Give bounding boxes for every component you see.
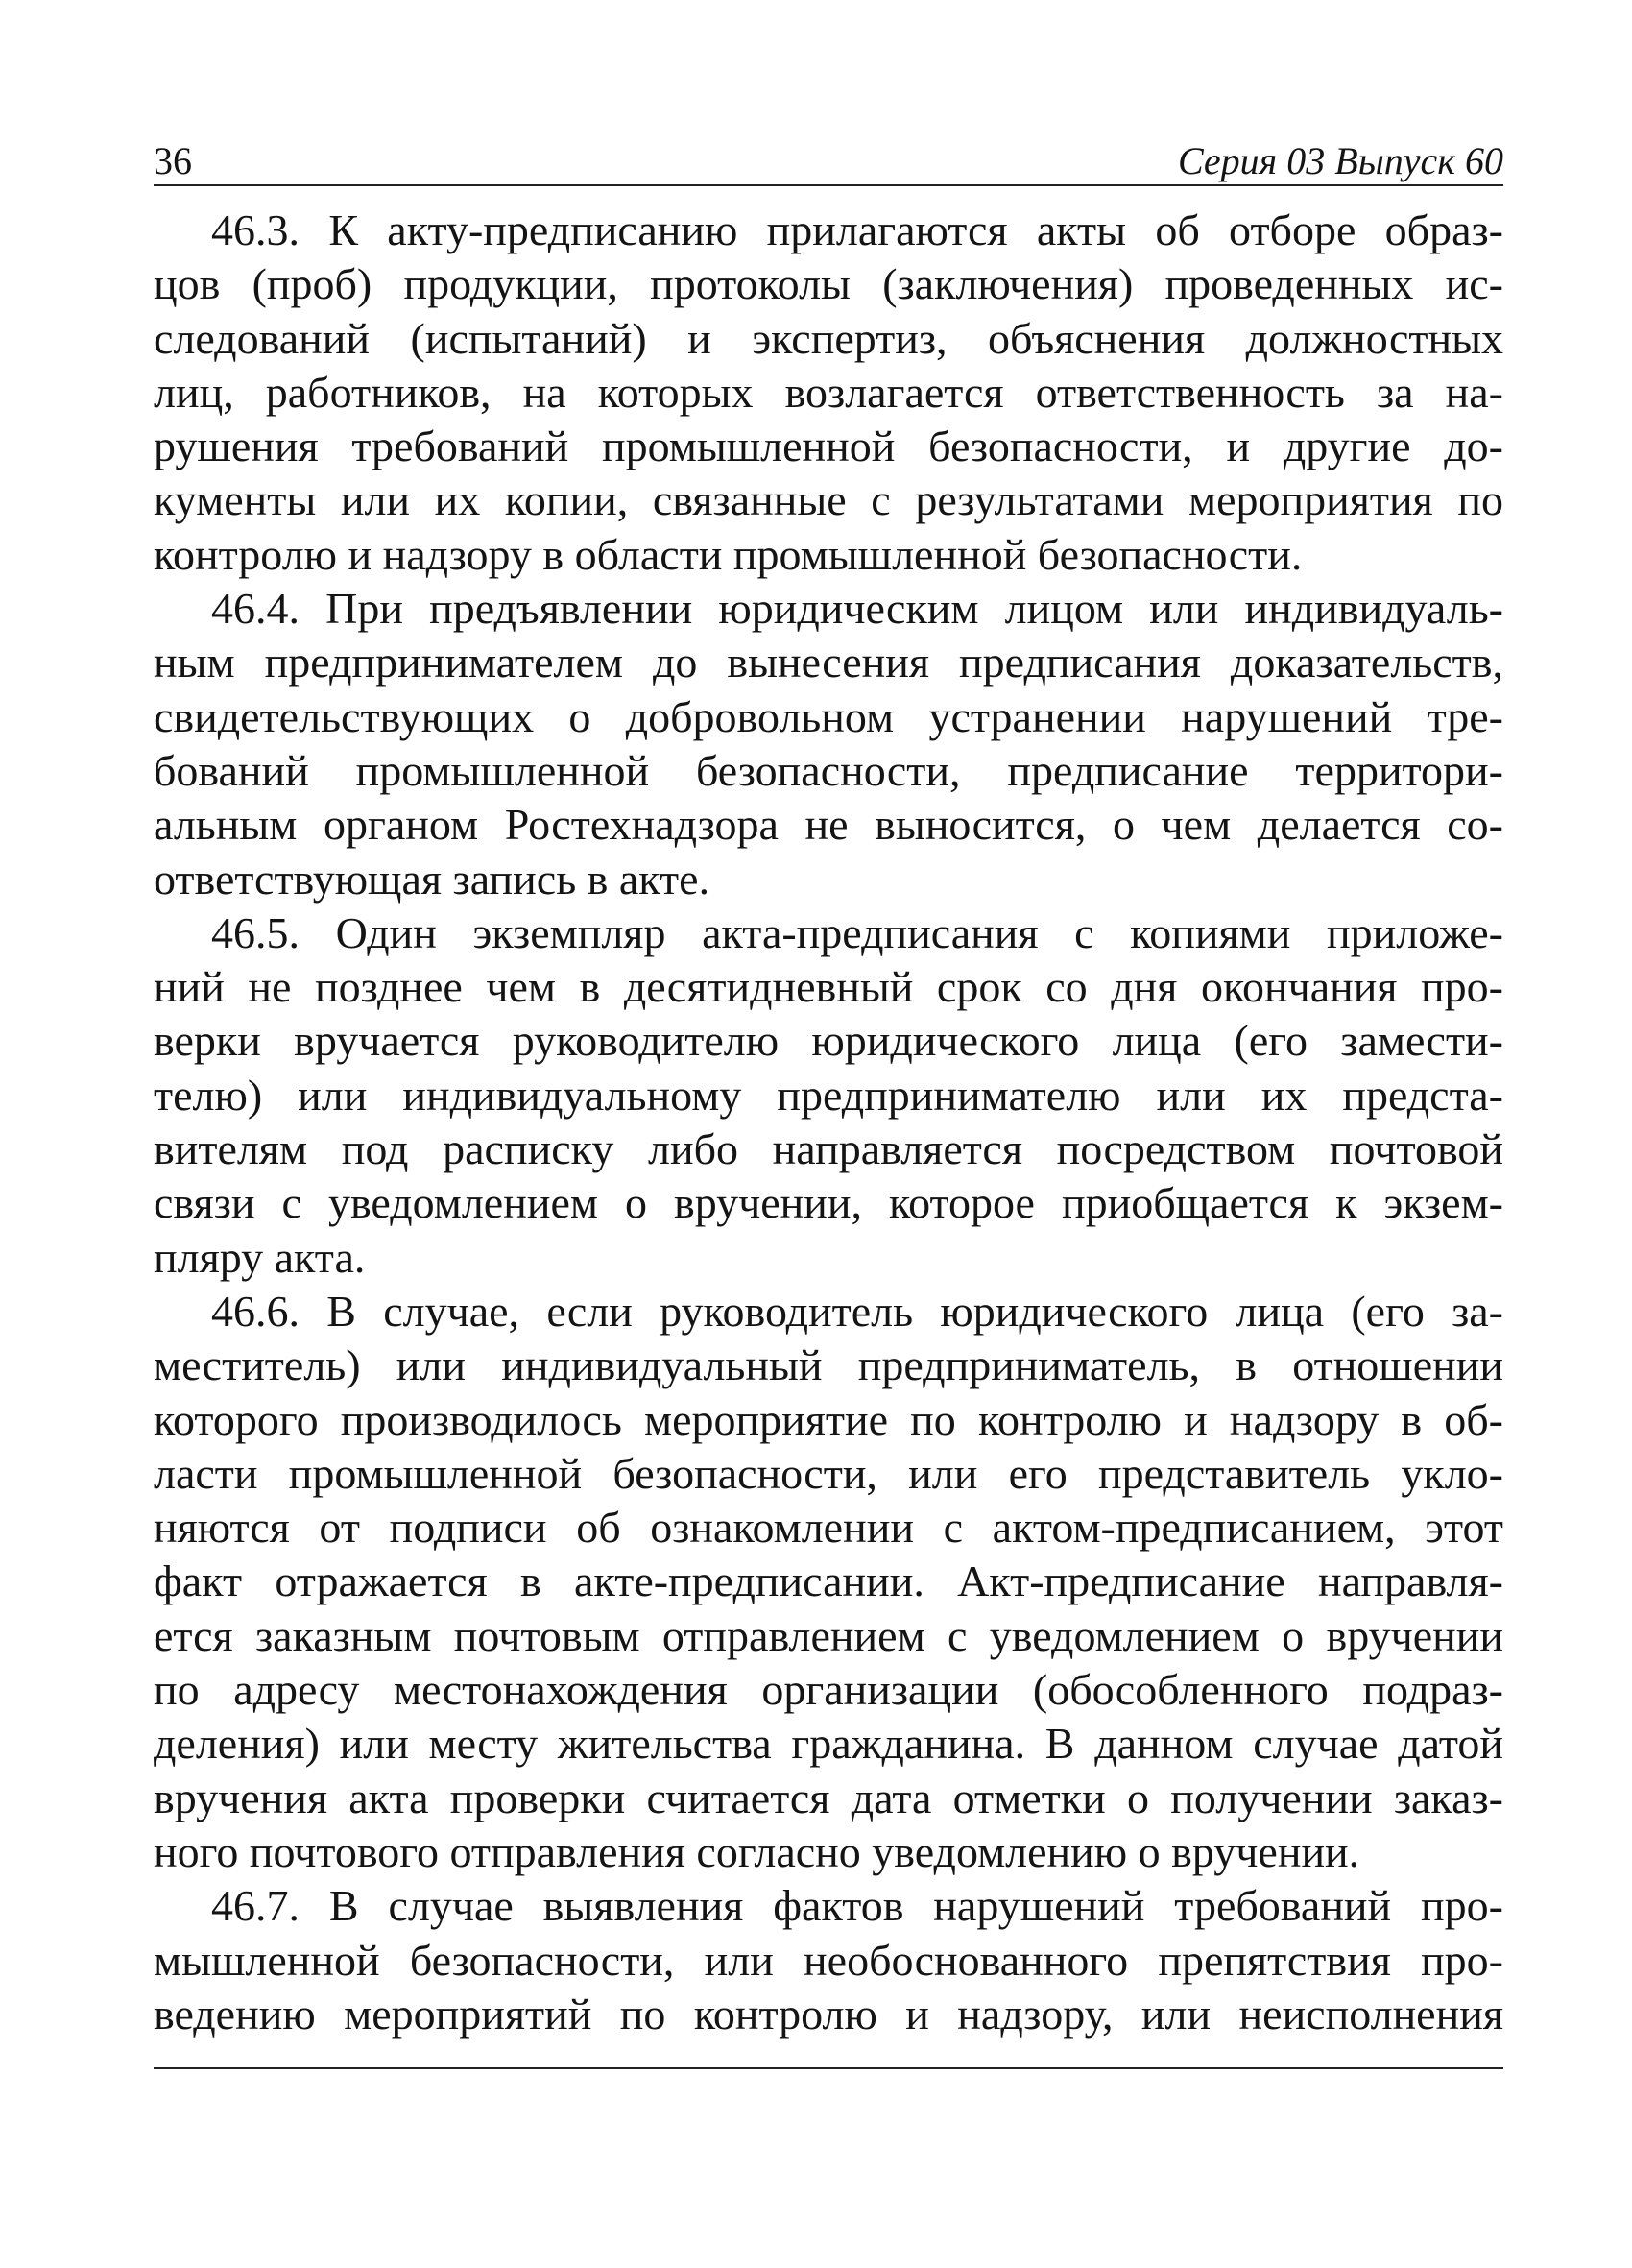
text-line: 46.3. К акту-предписанию прилагаются акты об отборе образ-	[211, 205, 1503, 254]
text-line: верки вручается руководителю юридического лица (его замести-	[154, 1016, 1503, 1066]
text-line: свидетельствующих о добровольном устранении нарушений тре-	[154, 691, 1503, 741]
paragraph-46-3	[154, 204, 1503, 582]
page-number: 36	[154, 139, 192, 182]
text-line: ответствующая запись в акте.	[154, 854, 710, 904]
text-line: 46.5. Один экземпляр акта-предписания с копиями приложе-	[211, 907, 1503, 957]
series-label: Серия 03 Выпуск 60	[1177, 139, 1503, 182]
text-line: деления) или месту жительства гражданина. В данном случае датой	[154, 1719, 1503, 1769]
text-line: кументы или их копии, связанные с результатами мероприятия по	[154, 475, 1503, 525]
body-text	[154, 204, 1503, 2041]
paragraph-46-4	[154, 582, 1503, 906]
text-line: ласти промышленной безопасности, или его представитель укло-	[154, 1448, 1503, 1498]
text-line: ного почтового отправления согласно уведомлению о вручении.	[154, 1826, 1360, 1876]
text-line: факт отражается в акте-предписании. Акт-предписание направля-	[154, 1556, 1503, 1606]
text-line: лиц, работников, на которых возлагается ответственность за на-	[154, 367, 1503, 417]
text-line: вручения акта проверки считается дата отметки о получении заказ-	[154, 1773, 1503, 1822]
text-line: следований (испытаний) и экспертиз, объяснения должностных	[154, 313, 1503, 363]
paragraph-46-7	[154, 1879, 1503, 2041]
text-line: ведению мероприятий по контролю и надзору, или неисполнения	[154, 1989, 1503, 2039]
paragraph-46-5	[154, 906, 1503, 1285]
text-line: 46.7. В случае выявления фактов нарушений требований про-	[211, 1881, 1503, 1931]
text-line: вителям под расписку либо направляется посредством почтовой	[154, 1124, 1503, 1174]
page-header	[154, 134, 1503, 186]
text-line: мышленной безопасности, или необоснованного препятствия про-	[154, 1935, 1503, 1985]
text-line: которого производилось мероприятие по контролю и надзору в об-	[154, 1394, 1503, 1444]
text-line: ется заказным почтовым отправлением с уведомлением о вручении	[154, 1610, 1503, 1660]
text-line: бований промышленной безопасности, предписание территори-	[154, 745, 1503, 795]
text-line: связи с уведомлением о вручении, которое приобщается к экзем-	[154, 1178, 1503, 1228]
text-line: рушения требований промышленной безопасности, и другие до-	[154, 422, 1503, 471]
text-line: альным органом Ростехнадзора не выносится, о чем делается со-	[154, 800, 1503, 850]
text-line: цов (проб) продукции, протоколы (заключения) проведенных ис-	[154, 259, 1503, 309]
text-line: контролю и надзору в области промышленной безопасности.	[154, 529, 1303, 579]
paragraph-46-6	[154, 1285, 1503, 1879]
text-line: 46.6. В случае, если руководитель юридического лица (его за-	[211, 1286, 1503, 1336]
footer-rule	[154, 2067, 1503, 2069]
text-line: ным предпринимателем до вынесения предписания доказательств,	[154, 638, 1503, 688]
text-line: меститель) или индивидуальный предприниматель, в отношении	[154, 1340, 1503, 1390]
text-line: телю) или индивидуальному предпринимателю или их предста-	[154, 1070, 1503, 1120]
text-line: 46.4. При предъявлении юридическим лицом или индивидуаль-	[211, 584, 1503, 634]
text-line: пляру акта.	[154, 1232, 366, 1282]
text-line: ний не позднее чем в десятидневный срок со дня окончания про-	[154, 962, 1503, 1012]
text-line: по адресу местонахождения организации (обособленного подраз-	[154, 1665, 1503, 1715]
text-line: няются от подписи об ознакомлении с актом-предписанием, этот	[154, 1503, 1503, 1553]
